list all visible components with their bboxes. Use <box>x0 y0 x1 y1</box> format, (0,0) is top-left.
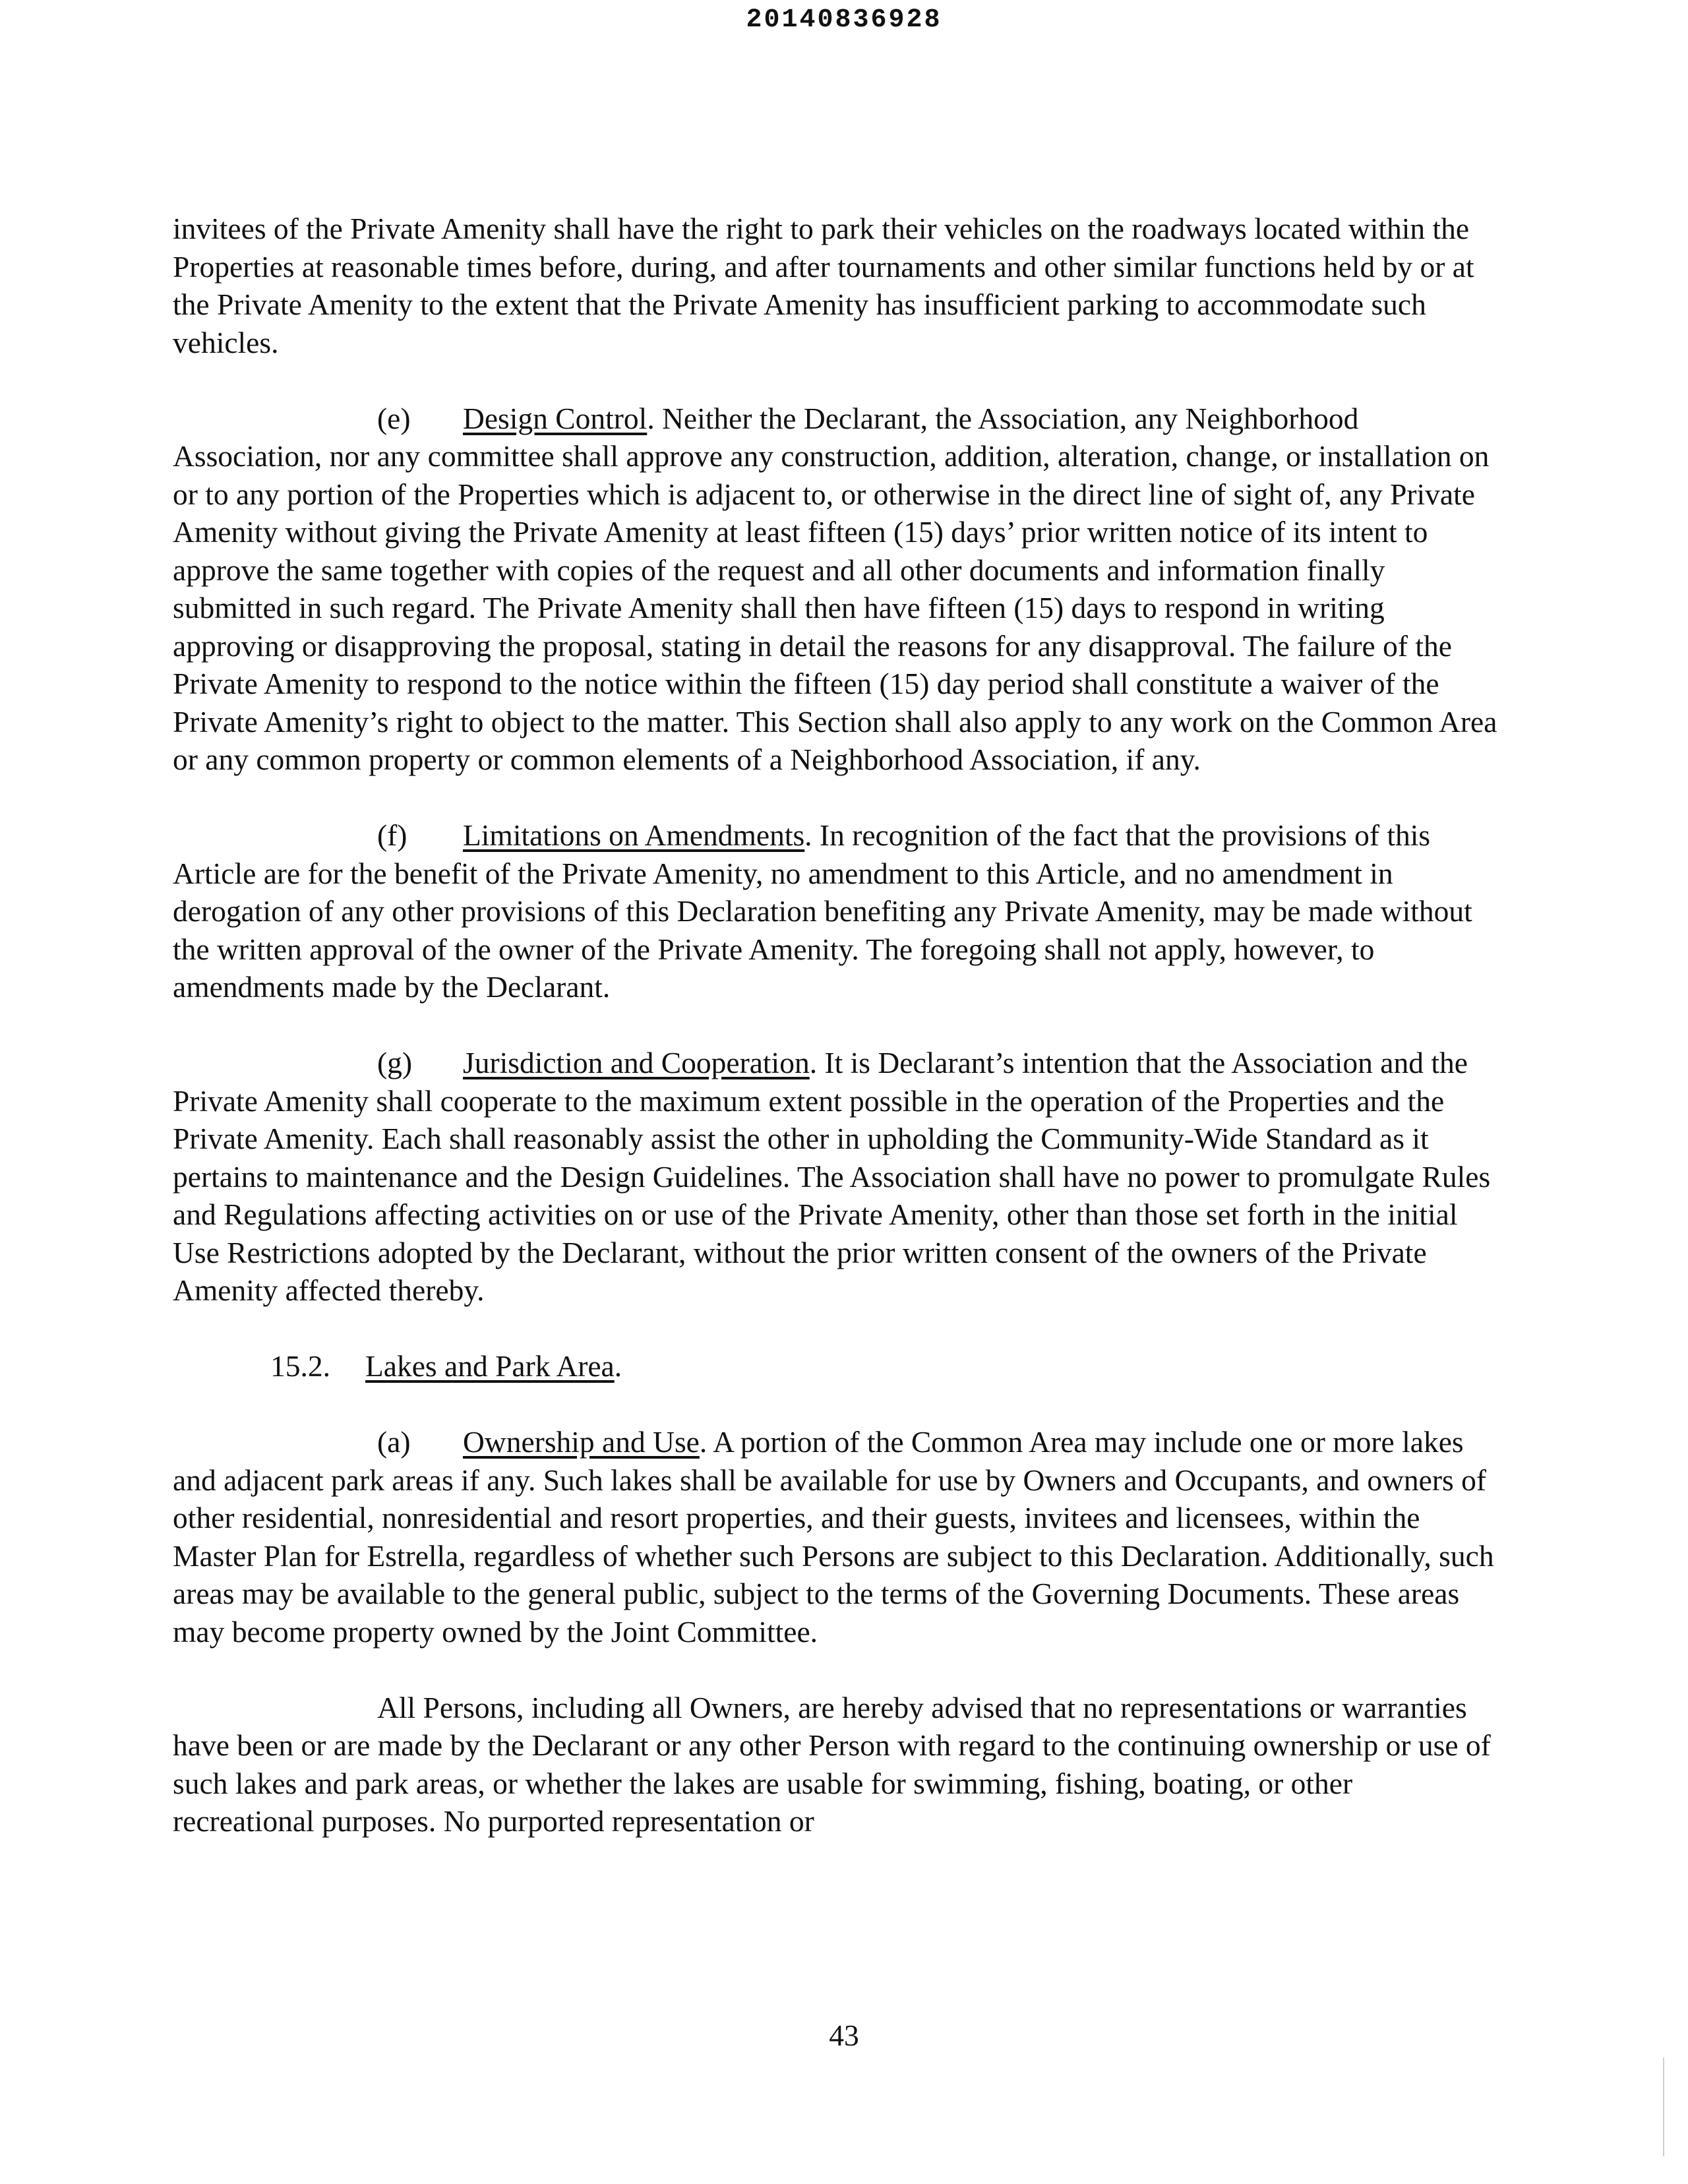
paragraph-a-label: (a) <box>377 1425 411 1459</box>
section-15-2-number: 15.2. <box>270 1349 330 1383</box>
scan-edge-mark <box>1663 2057 1664 2156</box>
page-number: 43 <box>829 2018 859 2052</box>
section-15-2-title: Lakes and Park Area <box>365 1349 615 1383</box>
page-body <box>173 210 1498 1878</box>
paragraph-f <box>173 816 1498 1006</box>
paragraph-g <box>173 1044 1498 1310</box>
paragraph-g-label: (g) <box>377 1046 413 1079</box>
paragraph-e-text: . Neither the Declarant, the Association, any Neighborhood Association, nor any committee shall approve any construction, addition, alteration, change, or installation on or to any portion of the Properties which is adjacent to, or otherwise in the direct line of sight of, any Private Amenity without giving the Private Amenity at least fifteen (15) days’ prior written notice of its intent to approve the same together with copies of the request and all other documents and information finally submitted in such regard. The Private Amenity shall then have fifteen (15) days to respond in writing approving or disapproving the proposal, stating in detail the reasons for any disapproval. The failure of the Private Amenity to respond to the notice within the fifteen (15) day period shall constitute a waiver of the Private Amenity’s right to object to the matter. This Section shall also apply to any work on the Common Area or any common property or common elements of a Neighborhood Association, if any. <box>173 401 1497 776</box>
intro-paragraph: invitees of the Private Amenity shall have the right to park their vehicles on the roadways located within the Properties at reasonable times before, during, and after tournaments and other similar functions held by or at the Private Amenity to the extent that the Private Amenity has insufficient parking to accommodate such vehicles. <box>173 212 1474 359</box>
paragraph-e-label: (e) <box>377 401 411 435</box>
paragraph-f-text: . In recognition of the fact that the provisions of this Article are for the benefit of the Private Amenity, no amendment to this Article, and no amendment in derogation of any other provisions of this Declaration benefiting any Private Amenity, may be made without the written approval of the owner of the Private Amenity. The foregoing shall not apply, however, to amendments made by the Declarant. <box>173 818 1472 1004</box>
paragraph-a <box>173 1423 1498 1651</box>
paragraph-e-heading: Design Control <box>463 401 648 435</box>
paragraph-a-text: . A portion of the Common Area may include one or more lakes and adjacent park areas if any. Such lakes shall be available for use by Owners and Occupants, and owners of other residential, nonresidential and resort properties, and their guests, invitees and licensees, within the Master Plan for Estrella, regardless of whether such Persons are subject to this Declaration. Additionally, such areas may be available to the general public, subject to the terms of the Governing Documents. These areas may become property owned by the Joint Committee. <box>173 1425 1494 1649</box>
paragraph-e <box>173 400 1498 779</box>
paragraph-g-text: . It is Declarant’s intention that the Association and the Private Amenity shall cooperate to the maximum extent possible in the operation of the Properties and the Private Amenity. Each shall reasonably assist the other in upholding the Community-Wide Standard as it pertains to maintenance and the Design Guidelines. The Association shall have no power to promulgate Rules and Regulations affecting activities on or use of the Private Amenity, other than those set forth in the initial Use Restrictions adopted by the Declarant, without the prior written consent of the owners of the Private Amenity affected thereby. <box>173 1046 1491 1307</box>
paragraph-g-heading: Jurisdiction and Cooperation <box>463 1046 810 1079</box>
closing-paragraph: All Persons, including all Owners, are hereby advised that no representations or warranties have been or are made by the Declarant or any other Person with regard to the continuing ownership or use of such lakes and park areas, or whether the lakes are usable for swimming, fishing, boating, or other recreational purposes. No purported representation or <box>173 1690 1491 1838</box>
paragraph-f-label: (f) <box>377 818 407 852</box>
section-15-2-heading <box>173 1347 1498 1385</box>
document-number: 20140836928 <box>746 5 942 35</box>
section-15-2-period: . <box>614 1349 622 1383</box>
paragraph-a-heading: Ownership and Use <box>463 1425 700 1459</box>
paragraph-f-heading: Limitations on Amendments <box>463 818 805 852</box>
